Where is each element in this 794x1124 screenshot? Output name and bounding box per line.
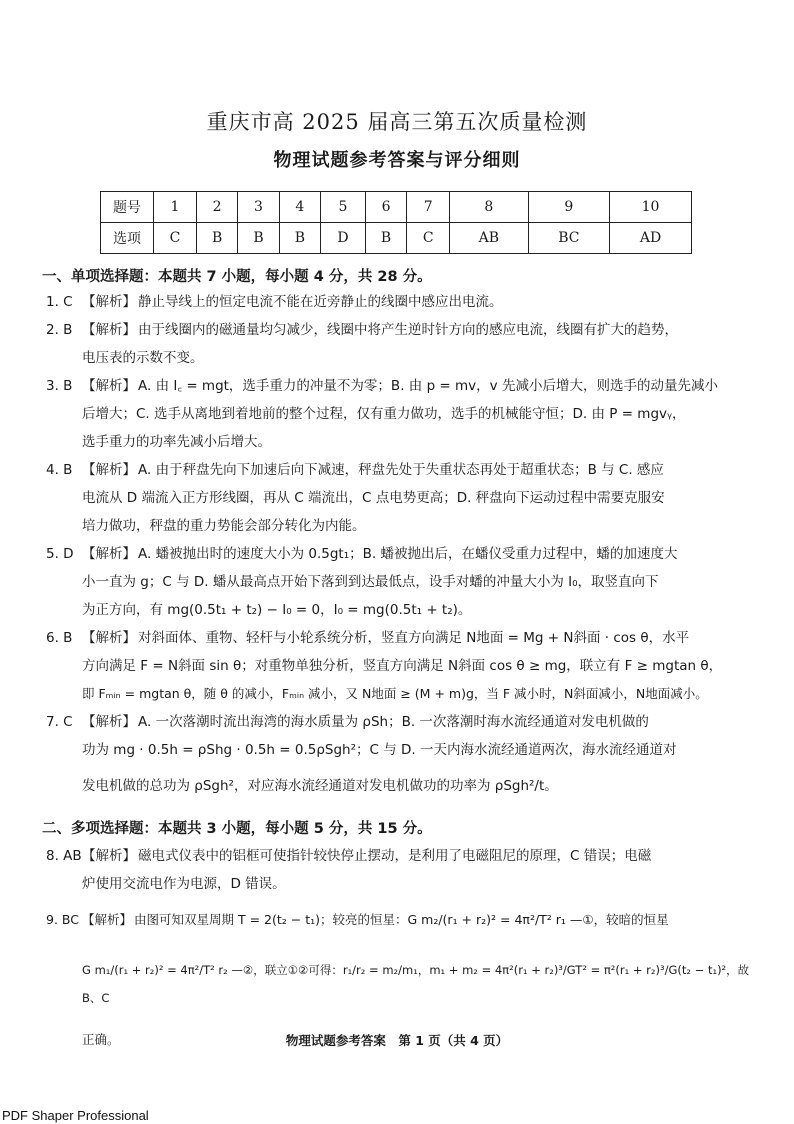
question-text-line: 即 Fₘᵢₙ = mgtan θ，随 θ 的减小，Fₘᵢₙ 减小，又 N地面 ≥ (M + m)g，当 F 减小时，N斜面减小，N地面减小。	[82, 686, 708, 701]
question-text-line: 为正方向，有 mg(0.5t₁ + t₂) − I₀ = 0，I₀ = mg(0.5t₁ + t₂)。	[82, 602, 472, 618]
question-3	[46, 372, 754, 456]
analysis-tag: 【解析】	[82, 848, 136, 864]
question-text-line: 发电机做的总功为 ρSgh²，对应海水流经通道对发电机做功的功率为 ρSgh²/t。	[82, 778, 558, 794]
question-1	[46, 288, 754, 316]
question-5	[46, 540, 754, 624]
section-heading-multiple-choice: 二、多项选择题：本题共 3 小题，每小题 5 分，共 15 分。	[42, 821, 432, 837]
question-text-line: G m₁/(r₁ + r₂)² = 4π²/T² r₂ —②，联立①②可得：r₁/r₂ = m₂/m₁，m₁ + m₂ = 4π²(r₁ + r₂)³/GT² = π²(r₁ + r₂)³/G(t₂ − t₁)²，故 B、C	[82, 963, 750, 1005]
answer-table-number-row	[101, 192, 692, 223]
answer-table	[100, 191, 692, 254]
table-cell: C	[154, 223, 197, 254]
table-cell: 6	[365, 192, 406, 223]
table-cell: C	[407, 223, 450, 254]
table-cell: B	[279, 223, 320, 254]
table-cell: 3	[238, 192, 279, 223]
table-cell: 9	[528, 192, 610, 223]
question-8	[46, 842, 754, 898]
question-7	[46, 708, 754, 800]
question-text-line: 电流从 D 端流入正方形线圈，再从 C 端流出，C 点电势更高；D. 秤盘向下运动过程中需要克服安	[82, 490, 665, 506]
analysis-tag: 【解析】	[82, 378, 136, 394]
question-4	[46, 456, 754, 540]
question-number: 3. B	[46, 378, 73, 394]
table-cell: B	[196, 223, 237, 254]
page-subtitle: 物理试题参考答案与评分细则	[273, 150, 521, 171]
question-text-line: 炉使用交流电作为电源，D 错误。	[82, 876, 286, 892]
answer-table-option-row	[101, 223, 692, 254]
question-text-line: 方向满足 F = N斜面 sin θ；对重物单独分析，竖直方向满足 N斜面 cos θ ≥ mg，联立有 F ≥ mgtan θ，	[82, 658, 723, 674]
question-text-line: A. 蟠被抛出时的速度大小为 0.5gt₁；B. 蟠被抛出后，在蟠仪受重力过程中，蟠的加速度大	[138, 546, 678, 562]
table-cell: AD	[610, 223, 692, 254]
table-cell: B	[365, 223, 406, 254]
question-2	[46, 316, 754, 372]
table-cell: D	[321, 223, 366, 254]
table-cell: BC	[528, 223, 610, 254]
question-text-line: 由于线圈内的磁通量均匀减少，线圈中将产生逆时针方向的感应电流，线圈有扩大的趋势，	[138, 322, 678, 338]
question-text-line: A. 一次落潮时流出海湾的海水质量为 ρSh；B. 一次落潮时海水流经通道对发电机做的	[138, 714, 649, 730]
question-text-line: 磁电式仪表中的铝框可使指针较快停止摆动，是利用了电磁阻尼的原理，C 错误；电磁	[138, 848, 652, 864]
question-number: 7. C	[46, 714, 73, 730]
analysis-tag: 【解析】	[82, 462, 136, 478]
table-cell: 4	[279, 192, 320, 223]
table-row-label: 题号	[101, 192, 154, 223]
question-text-line: 正确。	[82, 1032, 120, 1047]
question-text-line: 由图可知双星周期 T = 2(t₂ − t₁)；较亮的恒星：G m₂/(r₁ + r₂)² = 4π²/T² r₁ —①，较暗的恒星	[134, 912, 669, 927]
question-number: 1. C	[46, 294, 73, 310]
question-number: 2. B	[46, 322, 73, 338]
page-title: 重庆市高 2025 届高三第五次质量检测	[206, 110, 588, 134]
question-text-line: 功为 mg · 0.5h = ρShg · 0.5h = 0.5ρSgh²；C 与 D. 一天内海水流经通道两次，海水流经通道对	[82, 742, 677, 758]
table-cell: 7	[407, 192, 450, 223]
analysis-tag: 【解析】	[82, 630, 136, 646]
question-6	[46, 624, 754, 708]
table-cell: 5	[321, 192, 366, 223]
question-text-line: A. 由 I꜀ = mgt，选手重力的冲量不为零；B. 由 p = mv，v 先减小后增大，则选手的动量先减小	[138, 378, 718, 394]
question-text-line: 静止导线上的恒定电流不能在近旁静止的线圈中感应出电流。	[138, 294, 503, 310]
analysis-tag: 【解析】	[82, 714, 136, 730]
table-cell: 1	[154, 192, 197, 223]
table-row-label: 选项	[101, 223, 154, 254]
question-number: 9. BC	[46, 912, 79, 927]
analysis-tag: 【解析】	[82, 546, 136, 562]
question-text-line: 小一直为 g；C 与 D. 蟠从最高点开始下落到到达最低点，设手对蟠的冲量大小为 I₀，取竖直向下	[82, 574, 659, 590]
question-number: 4. B	[46, 462, 73, 478]
question-number: 8. AB	[46, 848, 82, 864]
table-cell: B	[238, 223, 279, 254]
table-cell: AB	[450, 223, 528, 254]
question-text-line: 后增大；C. 选手从离地到着地前的整个过程，仅有重力做功，选手的机械能守恒；D. 由 P = mgvᵧ，	[82, 406, 686, 422]
question-text-line: 电压表的示数不变。	[82, 350, 204, 366]
table-cell: 10	[610, 192, 692, 223]
question-number: 6. B	[46, 630, 73, 646]
watermark-text: PDF Shaper Professional	[2, 1108, 149, 1123]
question-text-line: A. 由于秤盘先向下加速后向下减速，秤盘先处于失重状态再处于超重状态；B 与 C. 感应	[138, 462, 664, 478]
page-footer: 物理试题参考答案 第 1 页（共 4 页）	[285, 1033, 509, 1048]
analysis-tag: 【解析】	[82, 322, 136, 338]
question-text-line: 培力做功，秤盘的重力势能会部分转化为内能。	[82, 518, 366, 534]
table-cell: 2	[196, 192, 237, 223]
question-text-line: 对斜面体、重物、轻杆与小轮系统分析，竖直方向满足 N地面 = Mg + N斜面 · cos θ，水平	[138, 630, 690, 646]
question-number: 5. D	[46, 546, 74, 562]
question-text-line: 选手重力的功率先减小后增大。	[82, 434, 271, 450]
analysis-tag: 【解析】	[82, 294, 136, 310]
table-cell: 8	[450, 192, 528, 223]
section-heading-single-choice: 一、单项选择题：本题共 7 小题，每小题 4 分，共 28 分。	[42, 269, 432, 285]
analysis-tag: 【解析】	[82, 912, 133, 927]
